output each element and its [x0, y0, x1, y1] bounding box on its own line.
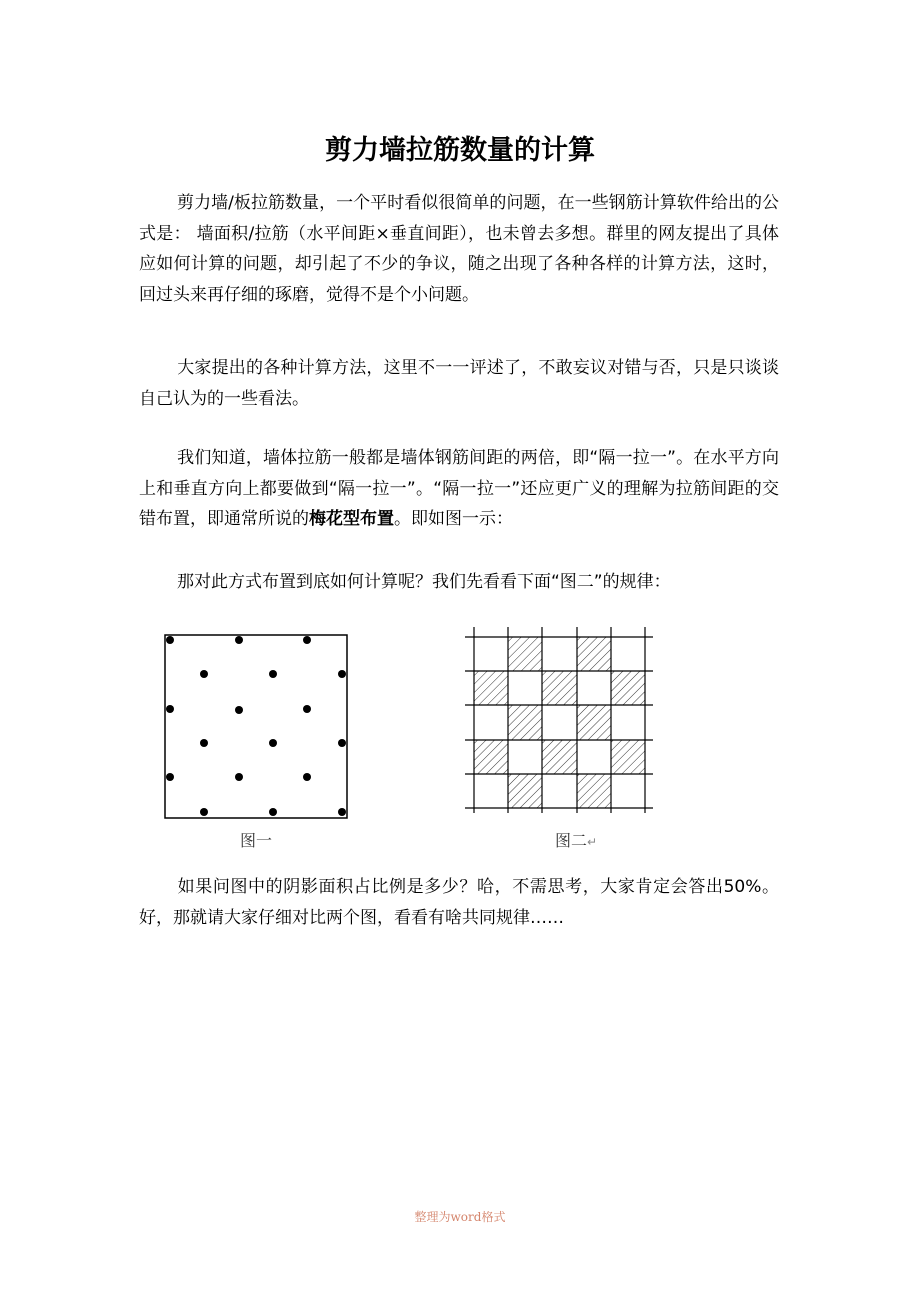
tie-dot — [338, 808, 346, 816]
paragraph-methods — [139, 353, 779, 414]
tie-dot — [269, 808, 277, 816]
figure-two-shaded-cells — [474, 637, 645, 808]
paragraph-intro-text: 剪力墙/板拉筋数量，一个平时看似很简单的问题，在一些钢筋计算软件给出的公式是： 墙面积/拉筋（水平间距×垂直间距），也未曾去多想。群里的网友提出了具体应如何计算的问题，却引起了不少的争议，随之出现了各种各样的计算方法，这时，回过头来再仔细的琢磨，觉得不是个小问题。 — [139, 193, 779, 305]
plum-layout-term: 梅花型布置 — [309, 509, 394, 529]
tie-dot — [269, 670, 277, 678]
tie-dot — [200, 808, 208, 816]
tie-dot — [338, 739, 346, 747]
page-title: 剪力墙拉筋数量的计算 — [325, 135, 595, 166]
tie-dot — [303, 773, 311, 781]
paragraph-conclusion — [139, 872, 779, 933]
tie-dot — [166, 705, 174, 713]
shaded-cell — [611, 671, 645, 705]
tie-dot — [200, 670, 208, 678]
figure-one-frame — [165, 635, 347, 818]
footer-note: 整理为word格式 — [414, 1210, 506, 1224]
paragraph-methods-text: 大家提出的各种计算方法，这里不一一评述了，不敢妄议对错与否，只是只谈谈自己认为的一些看法。 — [139, 358, 779, 409]
figure-one-dots — [166, 636, 346, 816]
tie-dot — [338, 670, 346, 678]
shaded-cell — [542, 740, 577, 774]
figure-two-caption — [555, 828, 597, 851]
shaded-cell — [474, 740, 508, 774]
tie-dot — [200, 739, 208, 747]
tie-dot — [235, 636, 243, 644]
figure-two-caption-text: 图二 — [555, 831, 588, 850]
shaded-cell — [577, 637, 611, 671]
figure-two-grid-lines — [465, 627, 653, 813]
shaded-cell — [577, 705, 611, 740]
return-mark-icon: ↵ — [587, 835, 598, 849]
shaded-cell — [542, 671, 577, 705]
figure-one-caption: 图一 — [240, 831, 273, 850]
tie-dot — [269, 739, 277, 747]
paragraph-conclusion-text: 如果问图中的阴影面积占比例是多少？哈，不需思考，大家肯定会答出50%。好，那就请大家仔细对比两个图，看看有啥共同规律…… — [139, 877, 779, 928]
paragraph-question — [139, 567, 779, 598]
paragraph-intro — [139, 188, 779, 310]
shaded-cell — [508, 705, 542, 740]
tie-dot — [303, 705, 311, 713]
paragraph-layout-text-a: 我们知道，墙体拉筋一般都是墙体钢筋间距的两倍，即“隔一拉一”。在水平方向上和垂直方向上都要做到“隔一拉一”。“隔一拉一”还应更广义的理解为拉筋间距的交错布置，即通常所说的 — [139, 448, 779, 529]
shaded-cell — [508, 637, 542, 671]
tie-dot — [166, 636, 174, 644]
tie-dot — [166, 773, 174, 781]
tie-dot — [235, 773, 243, 781]
shaded-cell — [577, 774, 611, 808]
paragraph-layout — [139, 443, 779, 535]
paragraph-layout-text-b: 。即如图一示： — [394, 509, 513, 529]
paragraph-question-text: 那对此方式布置到底如何计算呢？我们先看看下面“图二”的规律： — [177, 572, 671, 592]
figure-two-checkerboard — [465, 625, 660, 820]
shaded-cell — [474, 671, 508, 705]
tie-dot — [235, 706, 243, 714]
shaded-cell — [611, 740, 645, 774]
tie-dot — [303, 636, 311, 644]
shaded-cell — [508, 774, 542, 808]
figure-one-dot-layout — [160, 630, 355, 825]
